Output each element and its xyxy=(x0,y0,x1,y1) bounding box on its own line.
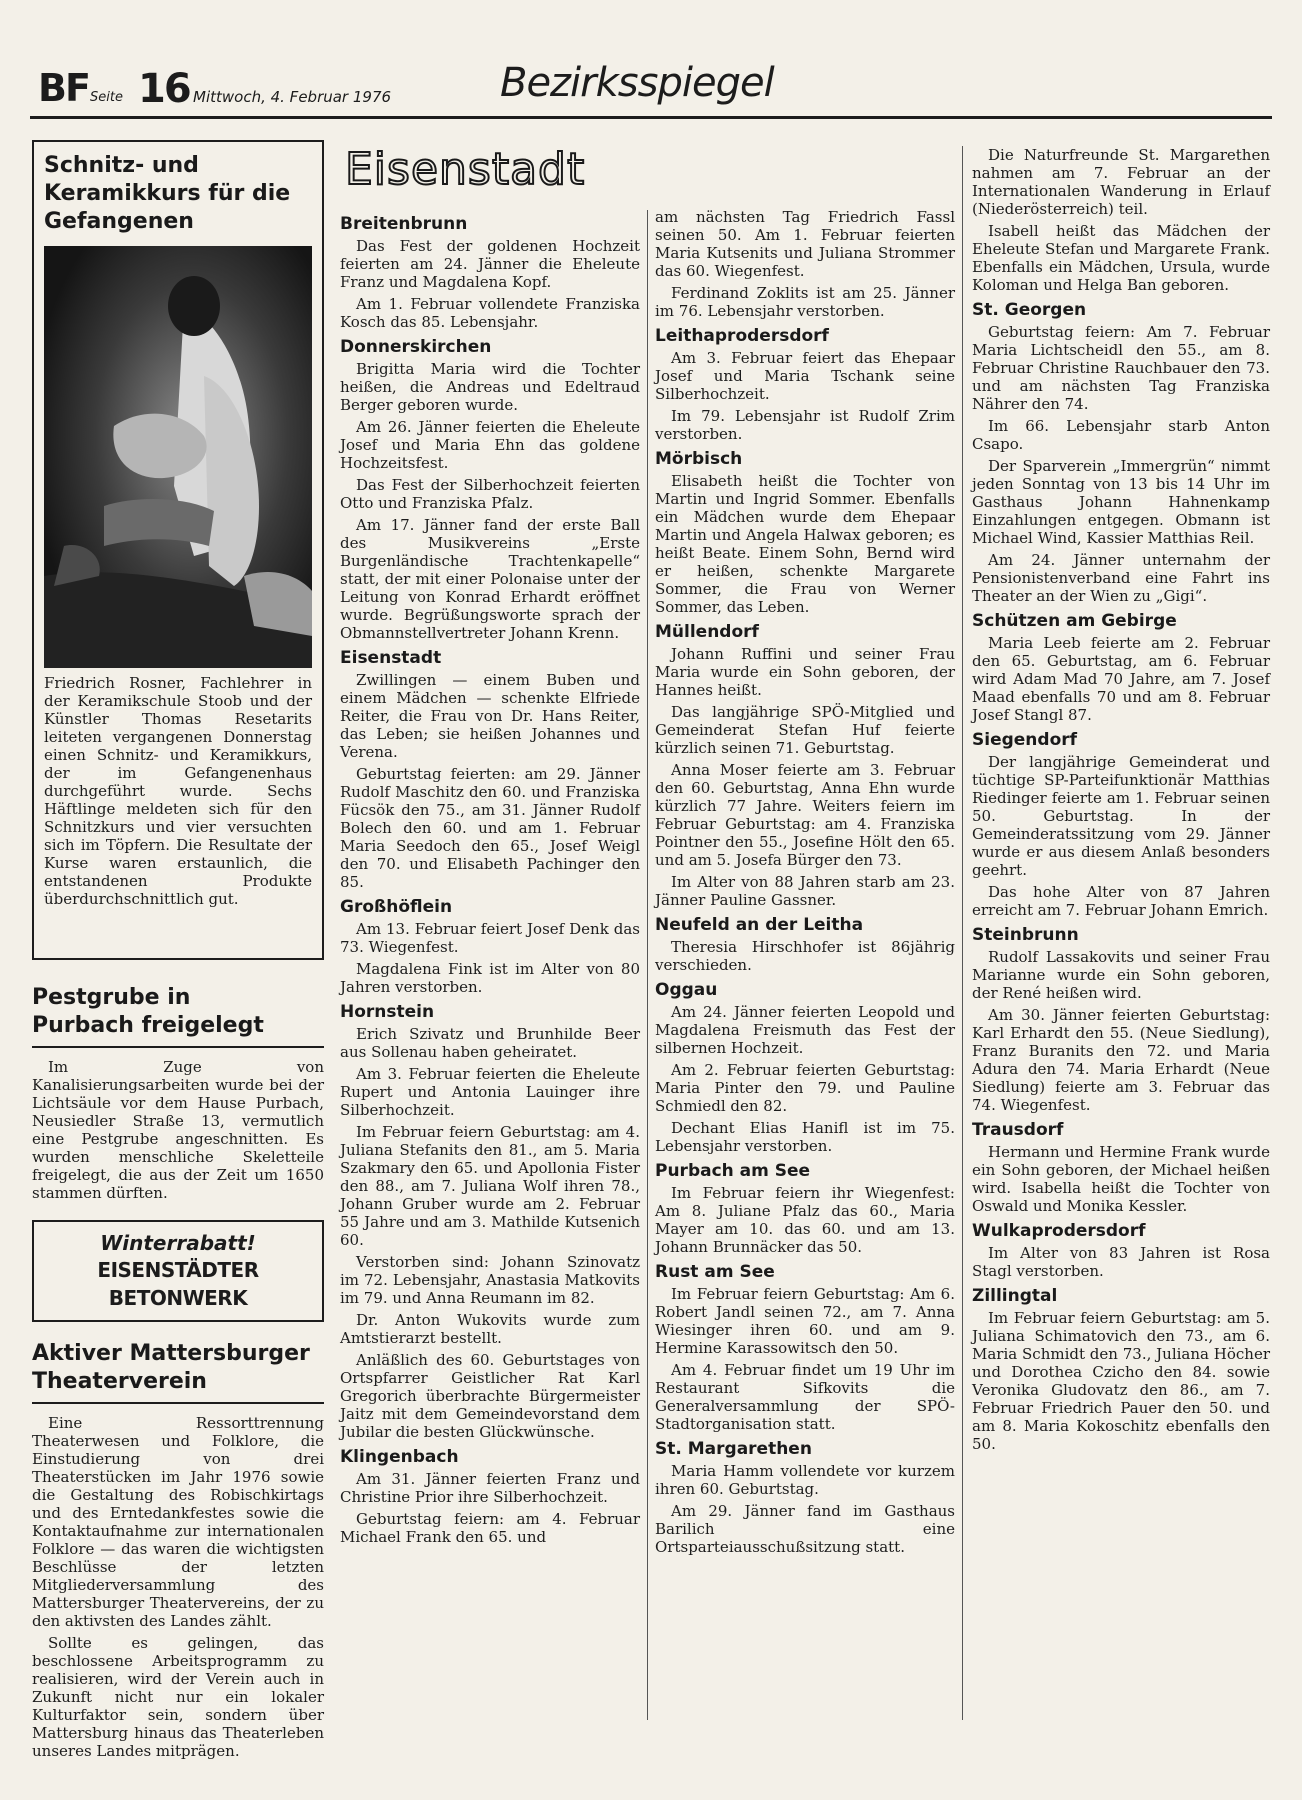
place-heading: Wulkaprodersdorf xyxy=(972,1221,1146,1241)
article-paragraph: am nächsten Tag Friedrich Fassl seinen 50. Am 1. Februar feierten Maria Kutsenits und Juliana Strommer das 60. Wiegenfest. xyxy=(655,208,955,280)
article-paragraph: Im Februar feiern Geburtstag: Am 6. Robert Jandl seinen 72., am 7. Anna Wiesinger ihren 60. und am 9. Hermine Karassowitsch den 50. xyxy=(655,1285,955,1357)
article-paragraph: Am 24. Jänner feierten Leopold und Magdalena Freismuth das Fest der silbernen Hochzeit. xyxy=(655,1003,955,1057)
article-paragraph: Isabell heißt das Mädchen der Eheleute Stefan und Margarete Frank. Ebenfalls ein Mädchen, Ursula, wurde Koloman und Helga Ban geboren. xyxy=(972,222,1270,294)
place-news xyxy=(655,472,955,616)
place-heading: Purbach am See xyxy=(655,1161,811,1181)
article-paragraph: Das Fest der goldenen Hochzeit feierten am 24. Jänner die Eheleute Franz und Magdalena Kopf. xyxy=(340,237,640,291)
article-paragraph: Theresia Hirschhofer ist 86jährig verschieden. xyxy=(655,938,955,974)
place-heading: Hornstein xyxy=(340,1002,435,1022)
place-heading: Siegendorf xyxy=(972,730,1078,750)
column-divider xyxy=(962,146,963,1720)
article-pestgrube xyxy=(32,984,324,1202)
ad-tagline: Winterrabatt! xyxy=(100,1231,256,1255)
place-news xyxy=(655,1003,955,1155)
article-paragraph: Das langjährige SPÖ-Mitglied und Gemeinderat Stefan Huf feierte kürzlich seinen 71. Geburtstag. xyxy=(655,703,955,757)
article-paragraph: Geburtstag feierten: am 29. Jänner Rudolf Maschitz den 60. und Franziska Fücsök den 75., am 31. Jänner Rudolf Bolech den 60. und am 1. Februar Maria Seedoch den 65., Josef Weigl den 70. und Elisabeth Pachinger den 85. xyxy=(340,765,640,891)
article-box xyxy=(32,140,324,960)
place-heading: Neufeld an der Leitha xyxy=(655,915,864,935)
caption-text: Friedrich Rosner, Fachlehrer in der Keramikschule Stoob und der Künstler Thomas Resetarits leiteten vergangenen Donnerstag einen Schnitz- und Keramikkurs, der im Gefangenenhaus durchgeführt wurde. Sechs Häftlinge meldeten sich für den Schnitzkurs und vier versuchten sich im Töpfern. Die Resultate der Kurse waren erstaunlich, die entstandenen Produkte überdurchschnittlich gut. xyxy=(44,674,312,908)
article-paragraph: Dr. Anton Wukovits wurde zum Amtstierarzt bestellt. xyxy=(340,1311,640,1347)
advertisement xyxy=(32,1220,324,1322)
place-heading: Schützen am Gebirge xyxy=(972,611,1177,631)
article-paragraph: Sollte es gelingen, das beschlossene Arbeitsprogramm zu realisieren, wird der Verein auch in Zukunft nicht nur ein lokaler Kulturfaktor sein, sondern über Mattersburg hinaus das Theaterleben unseres Landes mitprägen. xyxy=(32,1634,324,1760)
article-paragraph: Dechant Elias Hanifl ist im 75. Lebensjahr verstorben. xyxy=(655,1119,955,1155)
article-paragraph: Die Naturfreunde St. Margarethen nahmen am 7. Februar an der Internationalen Wanderung in Erlauf (Niederösterreich) teil. xyxy=(972,146,1270,218)
place-heading: Großhöflein xyxy=(340,897,453,917)
article-paragraph: Zwillingen — einem Buben und einem Mädchen — schenkte Elfriede Reiter, die Frau von Dr. Hans Reiter, das Leben; sie heißen Johannes und Verena. xyxy=(340,671,640,761)
column-2 xyxy=(340,208,640,1550)
article-paragraph: Hermann und Hermine Frank wurde ein Sohn geboren, der Michael heißen wird. Isabella heißt die Tochter von Oswald und Monika Kessler. xyxy=(972,1143,1270,1215)
article-paragraph: Im 66. Lebensjahr starb Anton Csapo. xyxy=(972,417,1270,453)
place-heading: Trausdorf xyxy=(972,1120,1064,1140)
place-heading: Müllendorf xyxy=(655,622,759,642)
place-heading: Breitenbrunn xyxy=(340,214,468,234)
article-headline: Aktiver Mattersburger Theaterverein xyxy=(32,1341,310,1394)
place-heading: St. Georgen xyxy=(972,300,1087,320)
article-paragraph: Am 30. Jänner feierten Geburtstag: Karl Erhardt den 55. (Neue Siedlung), Franz Buranits den 72. und Maria Adura den 74. Maria Erhardt (Neue Siedlung) feierte am 3. Februar das 74. Wiegenfest. xyxy=(972,1006,1270,1114)
place-heading: Zillingtal xyxy=(972,1286,1058,1306)
article-headline: Schnitz- und Keramikkurs für die Gefangenen xyxy=(44,153,291,234)
place-news xyxy=(340,1470,640,1546)
article-paragraph: Johann Ruffini und seiner Frau Maria wurde ein Sohn geboren, der Hannes heißt. xyxy=(655,645,955,699)
article-paragraph: Geburtstag feiern: Am 7. Februar Maria Lichtscheidl den 55., am 8. Februar Christine Rauchbauer den 73. und am nächsten Tag Franziska Nährer den 74. xyxy=(972,323,1270,413)
photo-image xyxy=(44,246,312,668)
place-news xyxy=(655,1184,955,1256)
column-4 xyxy=(972,146,1270,1457)
article-paragraph: Im Februar feiern Geburtstag: am 5. Juliana Schimatovich den 73., am 6. Maria Schmidt den 73., Juliana Höcher und Dorothea Czicho den 84. sowie Veronika Gludovatz den 86., am 7. Februar Friedrich Pauer den 50. und am 8. Maria Kokoschitz ebenfalls den 50. xyxy=(972,1309,1270,1453)
place-heading: Klingenbach xyxy=(340,1447,459,1467)
left-column xyxy=(32,140,324,1764)
continued-text xyxy=(655,208,955,320)
place-news xyxy=(972,323,1270,605)
place-news xyxy=(340,360,640,642)
place-news xyxy=(972,634,1270,724)
article-paragraph: Im Alter von 83 Jahren ist Rosa Stagl verstorben. xyxy=(972,1244,1270,1280)
article-paragraph: Am 2. Februar feierten Geburtstag: Maria Pinter den 79. und Pauline Schmiedl den 82. xyxy=(655,1061,955,1115)
place-news xyxy=(340,920,640,996)
place-news xyxy=(655,645,955,909)
continued-text xyxy=(972,146,1270,294)
place-news xyxy=(972,753,1270,919)
article-paragraph: Rudolf Lassakovits und seiner Frau Marianne wurde ein Sohn geboren, der René heißen wird. xyxy=(972,948,1270,1002)
place-news xyxy=(972,1244,1270,1280)
article-paragraph: Elisabeth heißt die Tochter von Martin und Ingrid Sommer. Ebenfalls ein Mädchen wurde dem Ehepaar Martin und Angela Halwax geboren; es heißt Beate. Einem Sohn, Bernd wird er heißen, schenkte Margarete Sommer, die Frau von Werner Sommer, das Leben. xyxy=(655,472,955,616)
article-paragraph: Am 3. Februar feiert das Ehepaar Josef und Maria Tschank seine Silberhochzeit. xyxy=(655,349,955,403)
article-headline: Pestgrube in Purbach freigelegt xyxy=(32,985,264,1038)
article-paragraph: Am 29. Jänner fand im Gasthaus Barilich eine Ortsparteiausschußsitzung statt. xyxy=(655,1502,955,1556)
place-news xyxy=(340,237,640,331)
place-heading: Leithaprodersdorf xyxy=(655,326,829,346)
place-news xyxy=(655,1462,955,1556)
article-paragraph: Am 24. Jänner unternahm der Pensionistenverband eine Fahrt ins Theater an der Wien zu „Gigi“. xyxy=(972,551,1270,605)
article-paragraph: Der Sparverein „Immergrün“ nimmt jeden Sonntag von 13 bis 14 Uhr im Gasthaus Johann Hahnenkamp Einzahlungen entgegen. Obmann ist Michael Wind, Kassier Matthias Reil. xyxy=(972,457,1270,547)
article-paragraph: Magdalena Fink ist im Alter von 80 Jahren verstorben. xyxy=(340,960,640,996)
headline-rule xyxy=(32,1046,324,1048)
article-paragraph: Am 13. Februar feiert Josef Denk das 73. Wiegenfest. xyxy=(340,920,640,956)
issue-date: Mittwoch, 4. Februar 1976 xyxy=(193,88,392,106)
place-news xyxy=(340,1025,640,1441)
photo-caption xyxy=(44,674,312,908)
place-heading: Donnerskirchen xyxy=(340,337,492,357)
article-paragraph: Anläßlich des 60. Geburtstages von Ortspfarrer Geistlicher Rat Karl Gregorich überbrachte Bürgermeister Jaitz mit dem Gemeindevorstand dem Jubilar die besten Glückwünsche. xyxy=(340,1351,640,1441)
article-paragraph: Verstorben sind: Johann Szinovatz im 72. Lebensjahr, Anastasia Matkovits im 79. und Anna Reumann im 82. xyxy=(340,1253,640,1307)
article-paragraph: Am 17. Jänner fand der erste Ball des Musikvereins „Erste Burgenländische Trachtenkapelle“ statt, der mit einer Polonaise unter der Leitung von Konrad Erhardt eröffnet wurde. Begrüßungsworte sprach der Obmannstellvertreter Johann Krenn. xyxy=(340,516,640,642)
article-paragraph: Anna Moser feierte am 3. Februar den 60. Geburtstag, Anna Ehn wurde kürzlich 77 Jahre. Weiters feiern im Februar Geburtstag: am 4. Franziska Pointner den 55., Josefine Hölt den 65. und am 5. Josefa Bürger den 73. xyxy=(655,761,955,869)
page-label: Seite xyxy=(90,90,123,105)
place-news xyxy=(655,1285,955,1433)
place-news xyxy=(972,1143,1270,1215)
article-paragraph: Am 26. Jänner feierten die Eheleute Josef und Maria Ehn das goldene Hochzeitsfest. xyxy=(340,418,640,472)
article-paragraph: Am 31. Jänner feierten Franz und Christine Prior ihre Silberhochzeit. xyxy=(340,1470,640,1506)
place-news xyxy=(655,938,955,974)
article-paragraph: Im Alter von 88 Jahren starb am 23. Jänner Pauline Gassner. xyxy=(655,873,955,909)
article-paragraph: Das hohe Alter von 87 Jahren erreicht am 7. Februar Johann Emrich. xyxy=(972,883,1270,919)
place-heading: Eisenstadt xyxy=(340,648,442,668)
column-divider xyxy=(647,210,648,1720)
article-paragraph: Brigitta Maria wird die Tochter heißen, die Andreas und Edeltraud Berger geboren wurde. xyxy=(340,360,640,414)
masthead-rule xyxy=(30,116,1272,119)
place-heading: Mörbisch xyxy=(655,449,743,469)
article-body xyxy=(32,1058,324,1202)
page-number: 16 xyxy=(138,66,190,112)
article-paragraph: Eine Ressorttrennung Theaterwesen und Folklore, die Einstudierung von drei Theaterstücken im Jahr 1976 sowie die Gestaltung des Robischkirtags und des Erntedankfestes sowie die Kontaktaufnahme zur internationalen Folklore — das waren die wichtigsten Beschlüsse der letzten Mitgliederversammlung des Mattersburger Theatervereins, der zu den aktivsten des Landes zählt. xyxy=(32,1414,324,1630)
article-paragraph: Im 79. Lebensjahr ist Rudolf Zrim verstorben. xyxy=(655,407,955,443)
place-heading: Oggau xyxy=(655,980,718,1000)
article-body xyxy=(32,1414,324,1760)
article-paragraph: Am 3. Februar feierten die Eheleute Rupert und Antonia Lauinger ihre Silberhochzeit. xyxy=(340,1065,640,1119)
masthead xyxy=(30,60,1272,122)
article-paragraph: Am 1. Februar vollendete Franziska Kosch das 85. Lebensjahr. xyxy=(340,295,640,331)
ad-company: EISENSTÄDTER BETONWERK xyxy=(97,1258,259,1310)
eisenstadt-title: Eisenstadt xyxy=(345,144,586,195)
article-paragraph: Erich Szivatz und Brunhilde Beer aus Sollenau haben geheiratet. xyxy=(340,1025,640,1061)
article-photo xyxy=(44,246,312,668)
article-paragraph: Am 4. Februar findet um 19 Uhr im Restaurant Sifkovits die Generalversammlung der SPÖ-Stadtorganisation statt. xyxy=(655,1361,955,1433)
article-paragraph: Im Februar feiern ihr Wiegenfest: Am 8. Juliane Pfalz das 60., Maria Mayer am 10. das 60. und am 13. Johann Brunnäcker das 50. xyxy=(655,1184,955,1256)
article-paragraph: Das Fest der Silberhochzeit feierten Otto und Franziska Pfalz. xyxy=(340,476,640,512)
article-paragraph: Im Februar feiern Geburtstag: am 4. Juliana Stefanits den 81., am 5. Maria Szakmary den 65. und Apollonia Fister den 88., am 7. Juliana Wolf ihren 78., Johann Gruber wurde am 2. Februar 55 Jahre und am 3. Mathilde Kutsenich 60. xyxy=(340,1123,640,1249)
place-heading: Rust am See xyxy=(655,1262,775,1282)
place-news xyxy=(972,948,1270,1114)
article-paragraph: Ferdinand Zoklits ist am 25. Jänner im 76. Lebensjahr verstorben. xyxy=(655,284,955,320)
masthead-logo: BF xyxy=(38,66,89,110)
section-title: Bezirksspiegel xyxy=(500,60,774,106)
article-paragraph: Maria Leeb feierte am 2. Februar den 65. Geburtstag, am 6. Februar wird Adam Mad 70 Jahre, am 7. Josef Maad ebenfalls 70 und am 8. Februar Josef Stangl 87. xyxy=(972,634,1270,724)
place-heading: Steinbrunn xyxy=(972,925,1079,945)
article-theaterverein xyxy=(32,1340,324,1760)
article-paragraph: Der langjährige Gemeinderat und tüchtige SP-Parteifunktionär Matthias Riedinger feierte am 1. Februar seinen 50. Geburtstag. In der Gemeinderatssitzung vom 29. Jänner wurde er aus diesem Anlaß besonders geehrt. xyxy=(972,753,1270,879)
article-paragraph: Geburtstag feiern: am 4. Februar Michael Frank den 65. und xyxy=(340,1510,640,1546)
column-3 xyxy=(655,208,955,1560)
article-paragraph: Maria Hamm vollendete vor kurzem ihren 60. Geburtstag. xyxy=(655,1462,955,1498)
place-news xyxy=(340,671,640,891)
place-heading: St. Margarethen xyxy=(655,1439,812,1459)
article-paragraph: Im Zuge von Kanalisierungsarbeiten wurde bei der Lichtsäule vor dem Hause Purbach, Neusiedler Straße 13, vermutlich eine Pestgrube angeschnitten. Es wurden menschliche Skeletteile freigelegt, die aus der Zeit um 1650 stammen dürften. xyxy=(32,1058,324,1202)
headline-rule xyxy=(32,1402,324,1404)
place-news xyxy=(972,1309,1270,1453)
place-news xyxy=(655,349,955,443)
